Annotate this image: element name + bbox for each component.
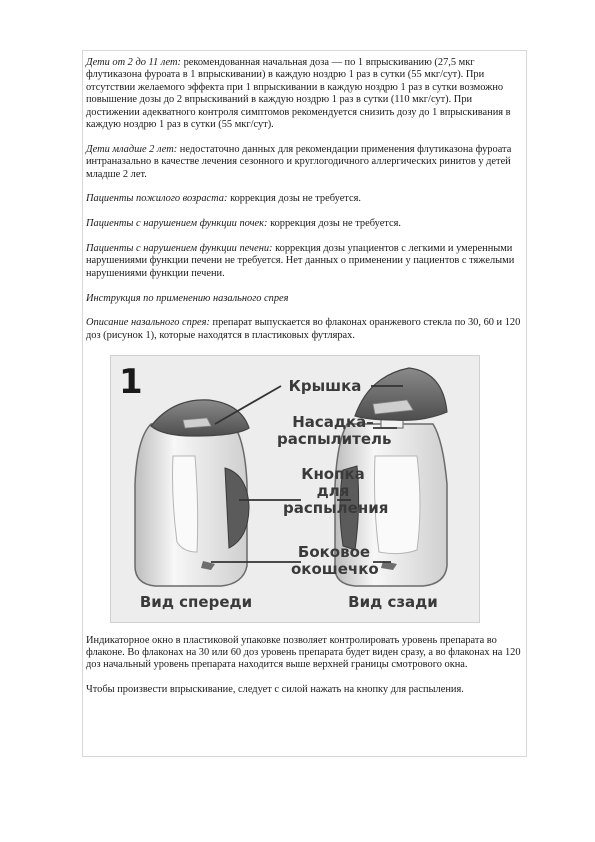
paragraph-lead: Дети от 2 до 11 лет: bbox=[86, 57, 181, 68]
label-window-line1: Боковое bbox=[297, 542, 371, 561]
paragraph-indicator-window: Индикаторное окно в пластиковой упаковке позволяет контролировать уровень препарата во флаконе. Во флаконах на 30 или 60 доз уровень препарата будет виден сразу, а во флаконах на 120 доз начальный уровень препарата находится выше верхней границы смотрового окна. bbox=[86, 634, 521, 671]
label-button bbox=[283, 464, 389, 517]
paragraph-how-to-spray: Чтобы произвести впрыскивание, следует с силой нажать на кнопку для распыления. bbox=[86, 684, 464, 696]
paragraph-elderly bbox=[86, 193, 523, 205]
label-nozzle-line1: Насадка– bbox=[292, 412, 374, 431]
label-window bbox=[291, 544, 377, 578]
paragraph-spray-description bbox=[86, 317, 523, 342]
paragraph-text: препарат выпускается во флаконах оранжевого стекла по 30, 60 и 120 доз (рисунок 1), которые находятся в пластиковых футлярах. bbox=[86, 317, 521, 341]
paragraph-lead: Дети младше 2 лет: bbox=[86, 143, 178, 155]
paragraph-text: коррекция дозы упациентов с легкими и умеренными нарушениями функции печени не требуется. Нет данных о применении у пациентов с тяжелыми нарушениями функции печени. bbox=[86, 243, 515, 279]
label-front-view: Вид спереди bbox=[139, 592, 253, 611]
label-window-line2: окошечко bbox=[291, 559, 379, 578]
label-button-line2: для bbox=[316, 481, 350, 500]
front-bottle bbox=[135, 400, 249, 586]
document-page bbox=[82, 50, 527, 757]
label-nozzle-line2: распылитель bbox=[277, 429, 392, 448]
paragraph-lead: Описание назального спрея: bbox=[86, 317, 210, 329]
paragraph-text: рекомендованная начальная доза — по 1 впрыскиванию (27,5 мкг флутиказона фуроата в 1 впрыскивании) в каждую ноздрю 1 раз в сутки (55 мкг/сут). При отсутствии желаемого эффекта при 1 впрыскивании в каждую ноздрю 1 раз в сутки возможно повышение дозы до 2 впрыскиваний в каждую ноздрю 1 раз в сутки (110 мкг/сут). При достижении адекватного контроля симптомов рекомендуется снизить дозу до 1 впрыскивания в каждую ноздрю 1 раз в сутки (55 мкг/сут). bbox=[86, 57, 511, 131]
figure-number: 1 bbox=[119, 361, 143, 402]
paragraph-lead: Инструкция по применению назального спрея bbox=[86, 292, 289, 304]
paragraph-children-under-2 bbox=[86, 144, 523, 181]
paragraph-text: коррекция дозы не требуется. bbox=[267, 218, 401, 230]
spray-diagram bbox=[110, 355, 480, 623]
section-heading-instructions bbox=[86, 293, 523, 305]
paragraph-renal bbox=[86, 218, 523, 230]
paragraph-hepatic bbox=[86, 243, 523, 280]
paragraph-lead: Пациенты с нарушением функции печени: bbox=[86, 243, 273, 255]
paragraph-text: коррекция дозы не требуется. bbox=[227, 193, 361, 205]
label-nozzle bbox=[277, 412, 392, 448]
paragraph-lead: Пациенты с нарушением функции почек: bbox=[86, 218, 268, 230]
label-back-view: Вид сзади bbox=[348, 592, 438, 611]
paragraph-lead: Пациенты пожилого возраста: bbox=[86, 193, 228, 205]
label-cap: Крышка bbox=[288, 376, 362, 395]
label-button-line3: распыления bbox=[283, 498, 389, 517]
paragraph-text: недостаточно данных для рекомендации применения флутиказона фуроата интраназально в качестве лечения сезонного и круглогодичного аллергических ринитов у детей младше 2 лет. bbox=[86, 143, 512, 180]
paragraph-children-2-11 bbox=[86, 57, 523, 131]
label-button-line1: Кнопка bbox=[301, 464, 365, 483]
